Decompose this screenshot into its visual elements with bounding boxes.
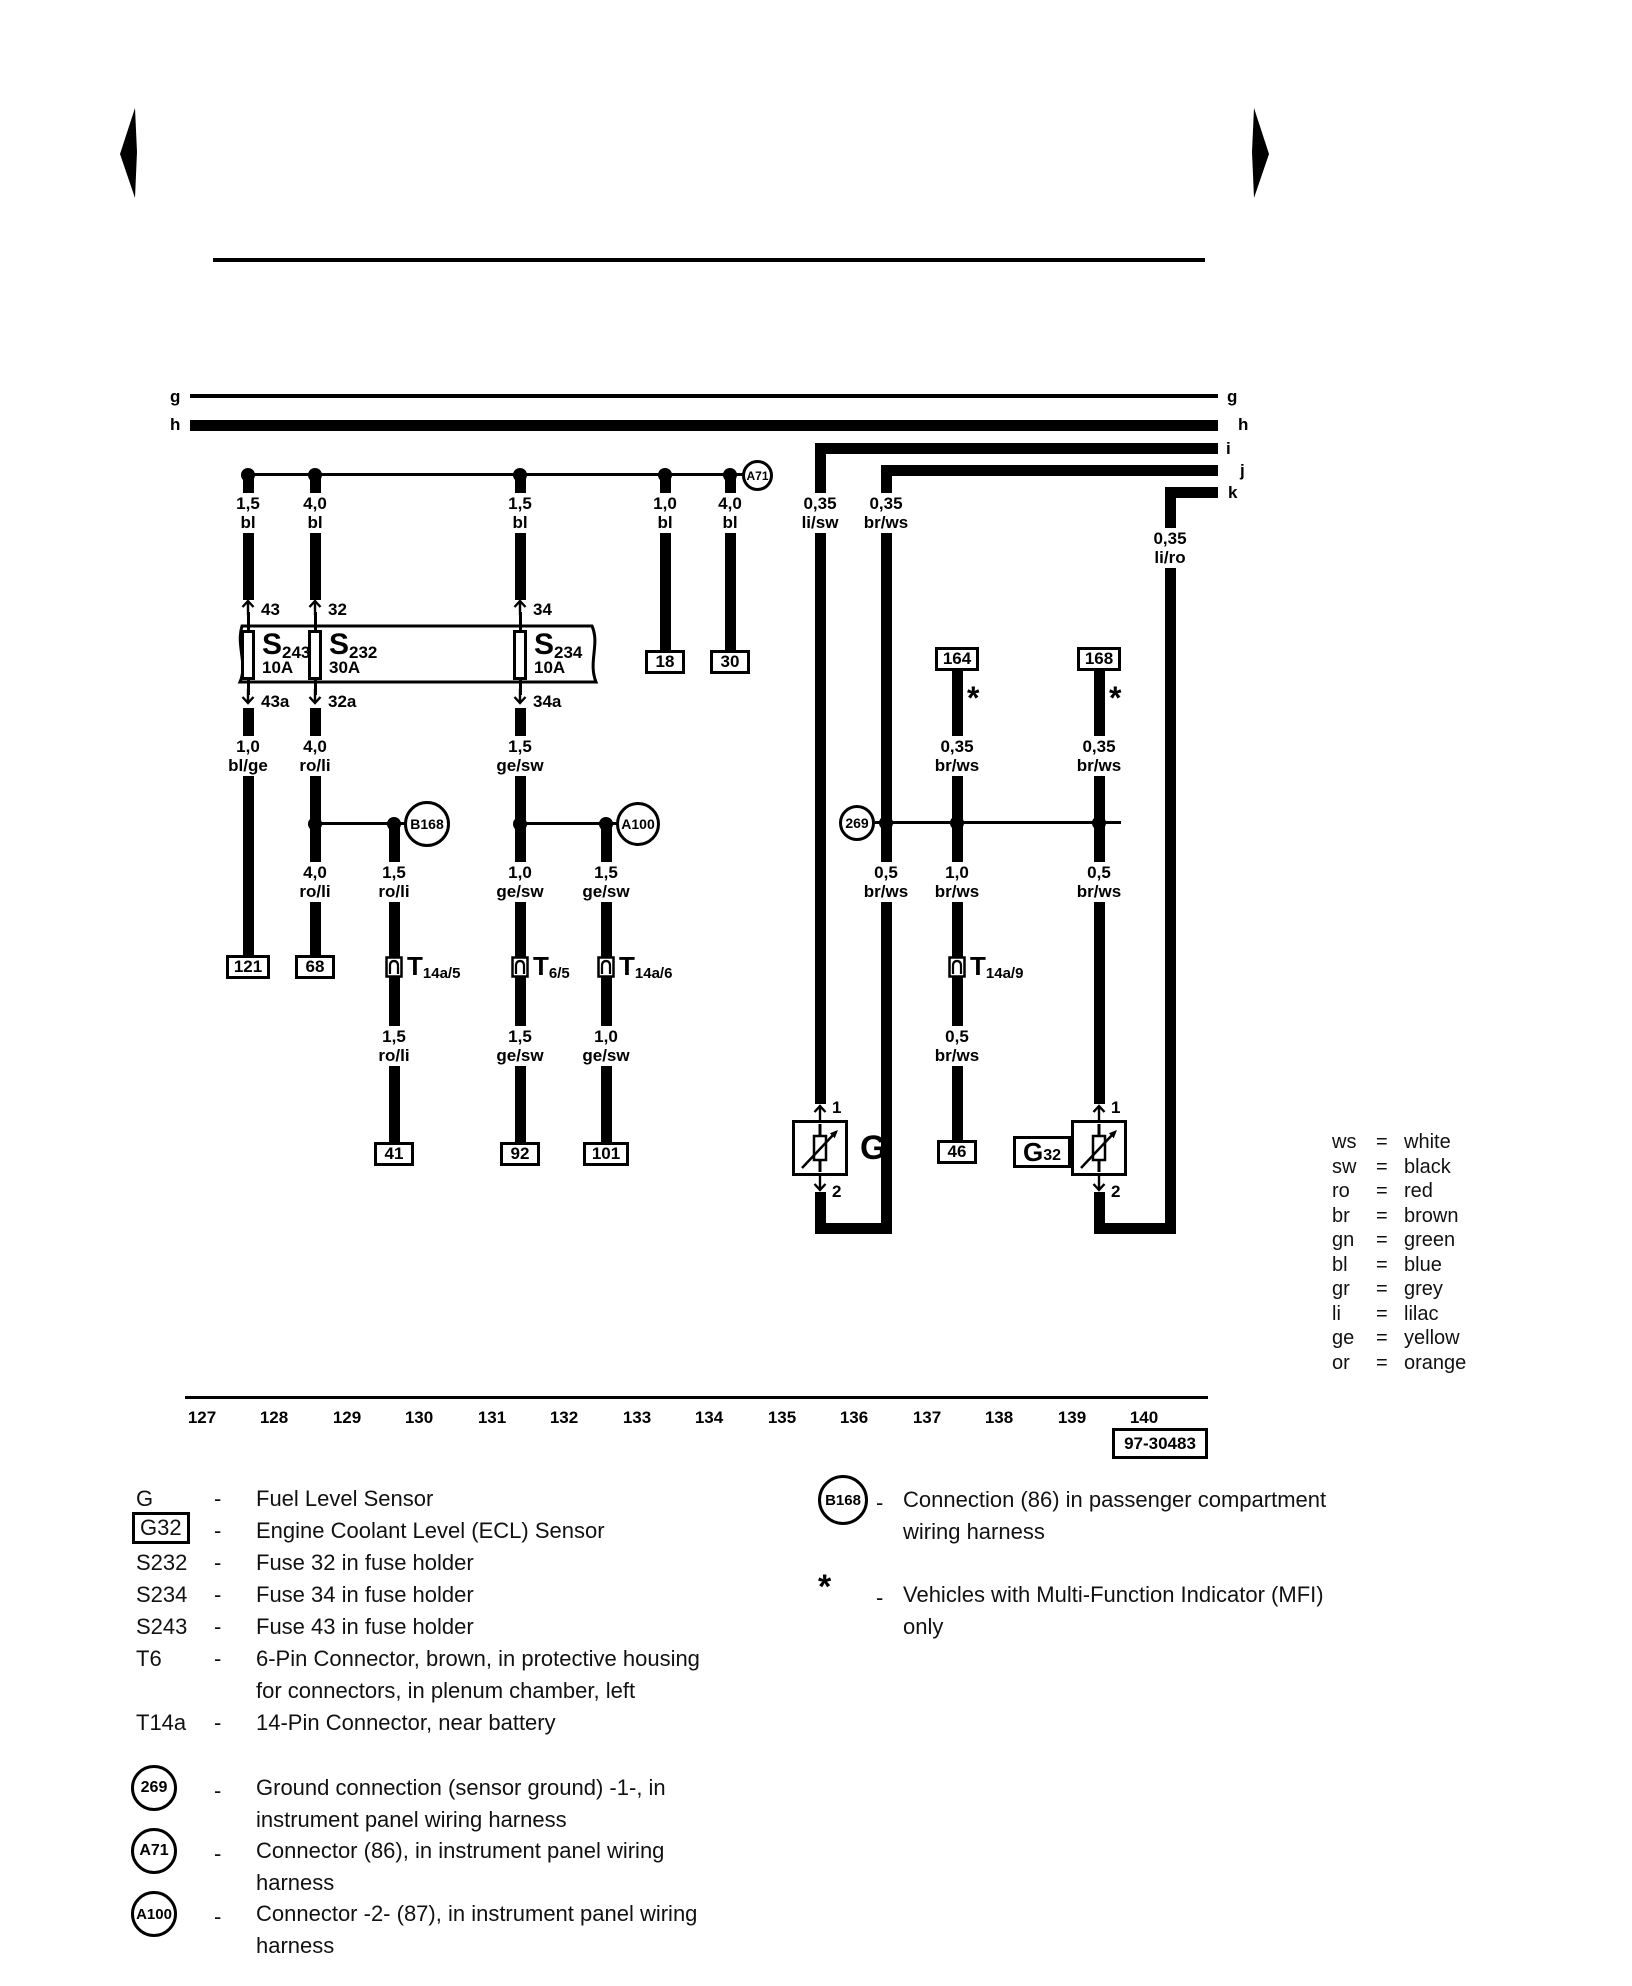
header-rule [213, 258, 1205, 262]
junction-dot [387, 817, 401, 831]
junction-dot [599, 817, 613, 831]
pin-arrow-up-icon [241, 597, 255, 615]
fuse-pin-top: 43 [261, 600, 280, 619]
terminal-121: 121 [226, 955, 270, 979]
sensor-pin-1: 1 [832, 1098, 842, 1117]
rail-label-i-right: i [1226, 439, 1231, 458]
legend-dash: - [214, 1710, 222, 1735]
wire-label: 1,5 ge/sw [579, 862, 632, 902]
wire-label: 4,0 bl [300, 493, 330, 533]
wire-label: 1,5 ge/sw [493, 1026, 546, 1066]
connector-label-t65: T6/5 [533, 951, 570, 982]
junction-dot [308, 468, 322, 482]
wire-loop [1094, 1223, 1176, 1234]
wire-label: 1,5 ge/sw [493, 736, 546, 776]
junction-dot [879, 816, 893, 830]
wire-label: 0,35 br/ws [932, 736, 982, 776]
legend-desc: Fuel Level Sensor [256, 1486, 434, 1511]
wire-label: 0,5 br/ws [1074, 862, 1124, 902]
sensor-label-g: G [860, 1129, 887, 1167]
junction-dot [950, 816, 964, 830]
track-number: 127 [187, 1408, 217, 1427]
junction-dot [1092, 816, 1106, 830]
legend-dash: - [214, 1582, 222, 1607]
legend-desc: Connector (86), in instrument panel wiring harness [256, 1838, 665, 1895]
legend-dash: - [214, 1904, 222, 1929]
sensor-pin-2: 2 [832, 1182, 842, 1201]
rail-h [190, 420, 1218, 431]
track-number: 137 [912, 1408, 942, 1427]
track-number: 129 [332, 1408, 362, 1427]
wire-label: 1,0 ge/sw [493, 862, 546, 902]
legend-dash: - [214, 1550, 222, 1575]
connector-label-t14a9: T14a/9 [970, 951, 1024, 982]
legend-dash: - [876, 1490, 884, 1515]
wire-segment [815, 443, 826, 1104]
pin-arrow-up-icon [1092, 1102, 1106, 1120]
legend-circle-b168: B168 [818, 1475, 868, 1525]
legend-term: T14a [136, 1710, 187, 1735]
junction-dot [308, 817, 322, 831]
legend-dash: - [214, 1841, 222, 1866]
legend-term-boxed: G32 [132, 1515, 190, 1541]
color-code-legend: ws = white sw = black ro = red br = brown gn = green bl = blue gr = grey li = lilac ge = yellow or = orange [1332, 1131, 1467, 1374]
pin-arrow-down-icon [813, 1176, 827, 1194]
rail-label-j-right: j [1240, 461, 1245, 480]
pin-arrow-up-icon [308, 597, 322, 615]
rail-label-h-right: h [1238, 415, 1249, 434]
terminal-101: 101 [583, 1142, 629, 1166]
mfi-asterisk: * [1109, 680, 1122, 716]
track-number: 138 [984, 1408, 1014, 1427]
wire-label: 1,0 bl [650, 493, 680, 533]
rail-label-g-right: g [1227, 387, 1238, 406]
sensor-symbol-g32 [1071, 1120, 1127, 1176]
wire-label: 4,0 ro/li [296, 862, 333, 902]
wire-label: 1,5 bl [505, 493, 535, 533]
connector-circle-a100: A100 [616, 802, 660, 846]
rail-j [881, 465, 1218, 476]
rail-label-g-left: g [170, 387, 181, 406]
wire-label: 4,0 bl [715, 493, 745, 533]
wire-segment [1165, 487, 1176, 1234]
legend-dash: - [214, 1486, 222, 1511]
legend-desc: Vehicles with Multi-Function Indicator (MFI) only [903, 1582, 1324, 1639]
legend-term: S243 [136, 1614, 188, 1639]
fuse-symbol [513, 630, 527, 680]
connector-symbol-icon [511, 956, 529, 978]
terminal-41: 41 [374, 1142, 414, 1166]
wire-label: 1,5 ro/li [375, 1026, 412, 1066]
sensor-pin-1: 1 [1111, 1098, 1121, 1117]
fuse-pin-bottom: 34a [533, 692, 562, 711]
track-number: 134 [694, 1408, 724, 1427]
legend-asterisk: * [818, 1568, 832, 1606]
legend-dash: - [214, 1518, 222, 1543]
rail-label-k-right: k [1228, 483, 1238, 502]
wire-segment [952, 670, 963, 957]
connector-symbol-icon [597, 956, 615, 978]
legend-desc: Fuse 43 in fuse holder [256, 1614, 474, 1639]
drawing-number-box: 97-30483 [1112, 1428, 1208, 1459]
rail-i [815, 443, 1218, 454]
next-page-arrow-icon[interactable] [1251, 108, 1269, 198]
pin-arrow-down-icon [513, 689, 527, 707]
sensor-pin-2: 2 [1111, 1182, 1121, 1201]
connector-label-t14a6: T14a/6 [619, 951, 673, 982]
wire-label: 1,0 ge/sw [579, 1026, 632, 1066]
track-number: 128 [259, 1408, 289, 1427]
wire-segment [881, 465, 892, 1234]
fuse-pin-top: 34 [533, 600, 552, 619]
track-number: 136 [839, 1408, 869, 1427]
legend-term: S234 [136, 1582, 188, 1607]
terminal-30: 30 [710, 650, 750, 674]
junction-dot [241, 468, 255, 482]
track-number: 140 [1129, 1408, 1159, 1427]
pin-arrow-down-icon [1092, 1176, 1106, 1194]
terminal-164: 164 [935, 647, 979, 671]
legend-desc: Connection (86) in passenger compartment wiring harness [903, 1487, 1327, 1544]
track-number: 139 [1057, 1408, 1087, 1427]
wire-label: 0,5 br/ws [861, 862, 911, 902]
connection-circle-b168: B168 [404, 801, 450, 847]
terminal-92: 92 [500, 1142, 540, 1166]
legend-dash: - [876, 1585, 884, 1610]
wire-label: 0,35 br/ws [1074, 736, 1124, 776]
pin-arrow-down-icon [241, 689, 255, 707]
legend-desc: Connector -2- (87), in instrument panel wiring harness [256, 1901, 698, 1958]
legend-desc: Fuse 34 in fuse holder [256, 1582, 474, 1607]
wire-label: 1,0 bl/ge [225, 736, 271, 776]
legend-desc: Fuse 32 in fuse holder [256, 1550, 474, 1575]
ground-circle-269: 269 [839, 805, 875, 841]
wire-label: 1,5 ro/li [375, 862, 412, 902]
wire-label: 0,35 li/sw [799, 493, 842, 533]
fuse-pin-bottom: 32a [328, 692, 357, 711]
fuse-label-s234: S234 10A [534, 628, 583, 677]
terminal-68: 68 [295, 955, 335, 979]
junction-dot [658, 468, 672, 482]
pin-arrow-down-icon [308, 689, 322, 707]
rail-g [190, 394, 1218, 398]
legend-desc: Ground connection (sensor ground) -1-, in instrument panel wiring harness [256, 1775, 666, 1832]
legend-circle-a100: A100 [131, 1891, 177, 1937]
legend-term: G [136, 1486, 154, 1511]
track-number: 133 [622, 1408, 652, 1427]
fuse-label-s232: S232 30A [329, 628, 378, 677]
legend-term: S232 [136, 1550, 188, 1575]
mfi-asterisk: * [967, 680, 980, 716]
track-number: 130 [404, 1408, 434, 1427]
legend-desc: 6-Pin Connector, brown, in protective housing [256, 1646, 700, 1671]
junction-dot [513, 817, 527, 831]
pin-arrow-up-icon [813, 1102, 827, 1120]
wire-label: 1,5 bl [233, 493, 263, 533]
wire-label: 1,0 br/ws [932, 862, 982, 902]
track-number: 132 [549, 1408, 579, 1427]
legend-term: T6 [136, 1646, 162, 1671]
connector-label-t14a5: T14a/5 [407, 951, 461, 982]
rail-label-h-left: h [170, 415, 181, 434]
fuse-pin-top: 32 [328, 600, 347, 619]
legend-circle-a71: A71 [131, 1828, 177, 1874]
legend-circle-269: 269 [131, 1765, 177, 1811]
pin-arrow-up-icon [513, 597, 527, 615]
sensor-symbol-g [792, 1120, 848, 1176]
track-number: 131 [477, 1408, 507, 1427]
fuse-symbol [241, 630, 255, 680]
wire-label: 0,5 br/ws [932, 1026, 982, 1066]
ground-line [875, 821, 1121, 824]
terminal-46: 46 [937, 1140, 977, 1164]
connector-circle-a71: A71 [742, 460, 773, 491]
wire-label: 0,35 br/ws [861, 493, 911, 533]
wire-loop [815, 1223, 892, 1234]
sensor-label-box-g32: G 32 [1013, 1136, 1071, 1168]
terminal-168: 168 [1077, 647, 1121, 671]
connector-symbol-icon [948, 956, 966, 978]
legend-desc: Engine Coolant Level (ECL) Sensor [256, 1518, 605, 1543]
legend-desc: for connectors, in plenum chamber, left [256, 1678, 636, 1703]
legend-dash: - [214, 1614, 222, 1639]
terminal-18: 18 [645, 650, 685, 674]
wire-label: 4,0 ro/li [296, 736, 333, 776]
junction-dot [513, 468, 527, 482]
wire-label: 0,35 li/ro [1150, 528, 1189, 568]
prev-page-arrow-icon[interactable] [120, 108, 138, 198]
legend-dash: - [214, 1778, 222, 1803]
track-number: 135 [767, 1408, 797, 1427]
fuse-pin-bottom: 43a [261, 692, 290, 711]
junction-dot [723, 468, 737, 482]
legend-desc: 14-Pin Connector, near battery [256, 1710, 556, 1735]
connector-symbol-icon [385, 956, 403, 978]
fuse-label-s243: S243 10A [262, 628, 311, 677]
legend-dash: - [214, 1646, 222, 1671]
track-scale-rule [185, 1396, 1208, 1399]
